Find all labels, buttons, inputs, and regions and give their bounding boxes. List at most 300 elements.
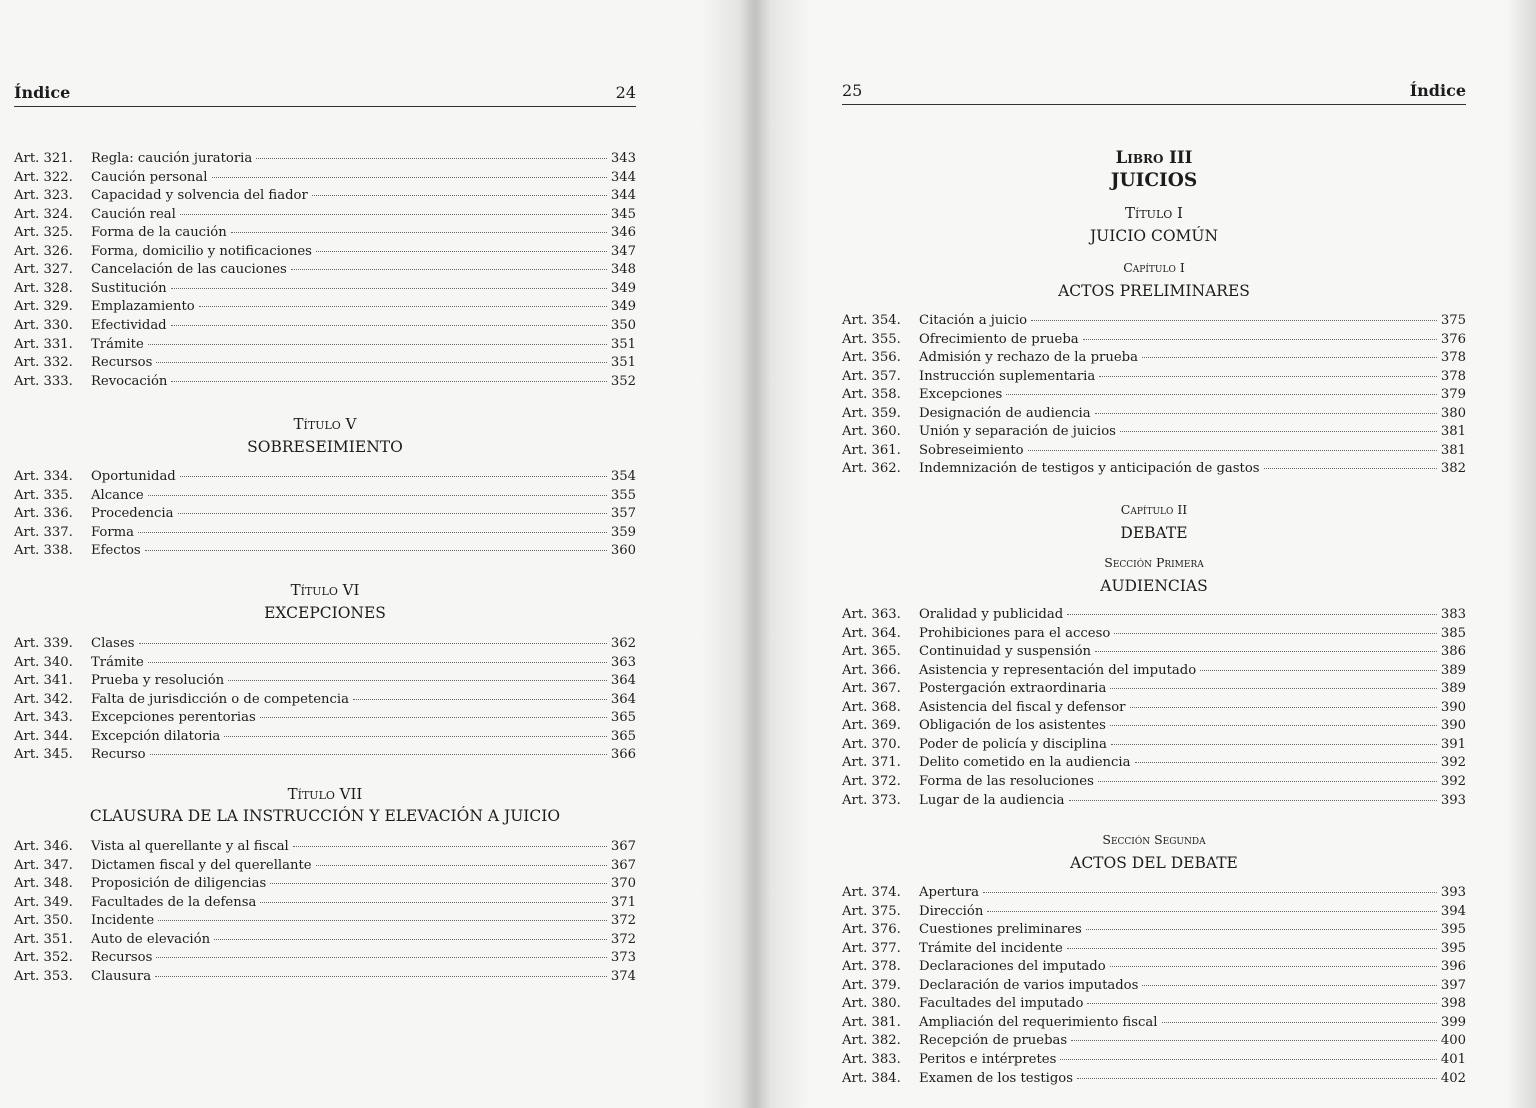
dot-leader [983, 892, 1437, 893]
article-title: Examen de los testigos [919, 1070, 1074, 1086]
article-number: Art. 375. [842, 903, 901, 919]
index-entry [842, 736, 1466, 754]
index-entry [14, 635, 636, 653]
titulo-vi-name: EXCEPCIONES [264, 604, 386, 622]
index-entry [14, 857, 636, 875]
article-title: Emplazamiento [91, 299, 195, 315]
article-title: Regla: caución juratoria [91, 151, 253, 166]
article-title: Trámite [91, 336, 144, 352]
article-title: Poder de policía y disciplina [919, 736, 1107, 752]
index-entry [14, 691, 636, 709]
dot-leader [1083, 339, 1437, 340]
page-reference: 362 [610, 636, 636, 651]
dot-leader [1077, 1078, 1437, 1079]
index-entry [842, 1070, 1466, 1088]
index-entry [14, 968, 636, 986]
article-title: Declaración de varios imputados [919, 977, 1139, 993]
index-entry [14, 912, 636, 930]
article-number: Art. 323. [14, 188, 73, 204]
index-entry [842, 405, 1466, 423]
dot-leader [178, 513, 607, 514]
article-number: Art. 321. [14, 151, 73, 166]
page-reference: 347 [610, 243, 636, 259]
page-reference: 343 [610, 151, 636, 166]
article-title: Revocación [91, 373, 168, 389]
article-number: Art. 331. [14, 336, 73, 352]
article-title: Forma de la caución [91, 225, 227, 241]
page-reference: 345 [610, 206, 636, 222]
article-number: Art. 373. [842, 792, 901, 808]
index-entry [14, 187, 636, 205]
article-number: Art. 356. [842, 350, 901, 366]
article-title: Ampliación del requerimiento fiscal [919, 1014, 1158, 1030]
dot-leader [1135, 762, 1437, 763]
article-number: Art. 361. [842, 442, 901, 458]
dot-leader [1200, 670, 1437, 671]
article-title: Oportunidad [91, 469, 176, 484]
index-entry [842, 349, 1466, 367]
article-number: Art. 335. [14, 487, 73, 503]
page-reference: 395 [1440, 940, 1466, 956]
page-reference: 398 [1440, 996, 1466, 1012]
article-number: Art. 350. [14, 913, 73, 929]
index-entry [14, 542, 636, 560]
dot-leader [1162, 1022, 1437, 1023]
article-number: Art. 366. [842, 662, 901, 678]
titulo-i-name: JUICIO COMÚN [1089, 227, 1219, 245]
article-number: Art. 364. [842, 625, 901, 641]
page-reference: 378 [1440, 368, 1466, 384]
article-number: Art. 329. [14, 299, 73, 315]
article-title: Trámite [91, 654, 144, 670]
page-reference: 350 [610, 317, 636, 333]
article-title: Forma de las resoluciones [919, 773, 1094, 789]
article-title: Dictamen fiscal y del querellante [91, 857, 312, 873]
article-title: Indemnización de testigos y anticipación de gastos [919, 461, 1260, 477]
page-reference: 396 [1440, 959, 1466, 975]
index-entry [14, 280, 636, 298]
page-reference: 391 [1440, 736, 1466, 752]
article-number: Art. 324. [14, 206, 73, 222]
dot-leader [1142, 357, 1437, 358]
dot-leader [199, 306, 607, 307]
article-number: Art. 330. [14, 317, 73, 333]
dot-leader [270, 883, 607, 884]
index-entry [842, 995, 1466, 1013]
page-reference: 346 [610, 225, 636, 241]
dot-leader [293, 846, 607, 847]
dot-leader [156, 362, 606, 363]
article-title: Asistencia y representación del imputado [919, 662, 1197, 678]
dot-leader [1110, 966, 1437, 967]
dot-leader [150, 754, 607, 755]
dot-leader [260, 902, 606, 903]
article-title: Cuestiones preliminares [919, 922, 1082, 938]
article-title: Declaraciones del imputado [919, 959, 1106, 975]
article-title: Auto de elevación [91, 931, 211, 947]
page-reference: 344 [610, 169, 636, 185]
dot-leader [1028, 450, 1437, 451]
titulo-i-label: Título I [1125, 204, 1183, 222]
article-number: Art. 381. [842, 1014, 901, 1030]
article-number: Art. 358. [842, 387, 901, 403]
index-entry [842, 386, 1466, 404]
article-title: Ofrecimiento de prueba [919, 331, 1079, 347]
article-title: Procedencia [91, 506, 174, 522]
index-entry [14, 505, 636, 523]
article-number: Art. 347. [14, 857, 73, 873]
article-title: Facultades del imputado [919, 996, 1084, 1012]
article-number: Art. 326. [14, 243, 73, 259]
article-title: Caución personal [91, 169, 208, 185]
article-title: Clases [91, 636, 135, 651]
page-reference: 374 [610, 968, 636, 984]
page-reference: 381 [1440, 442, 1466, 458]
article-title: Efectividad [91, 317, 167, 333]
article-title: Prueba y resolución [91, 673, 225, 689]
dot-leader [1130, 707, 1437, 708]
index-entry [842, 699, 1466, 717]
article-number: Art. 382. [842, 1033, 901, 1049]
book-gutter-shadow [700, 0, 810, 1108]
seccion-primera-label: Sección Primera [1104, 555, 1204, 570]
index-entry [842, 368, 1466, 386]
capitulo-i-name: ACTOS PRELIMINARES [1058, 282, 1250, 300]
article-number: Art. 343. [14, 710, 73, 726]
article-title: Facultades de la defensa [91, 894, 257, 910]
index-entry [842, 1032, 1466, 1050]
titulo-v-label: Título V [293, 415, 357, 433]
article-number: Art. 332. [14, 355, 73, 371]
page-reference: 386 [1440, 644, 1466, 660]
dot-leader [1120, 431, 1437, 432]
page-reference: 372 [610, 913, 636, 929]
article-title: Proposición de diligencias [91, 876, 267, 892]
dot-leader [180, 476, 607, 477]
capitulo-ii-label: Capítulo II [1120, 502, 1188, 517]
dot-leader [1060, 1059, 1436, 1060]
index-entry [14, 728, 636, 746]
article-title: Excepciones [919, 387, 1003, 403]
page-reference: 400 [1440, 1033, 1466, 1049]
page-reference: 360 [610, 543, 636, 559]
dot-leader [224, 736, 607, 737]
index-entry [842, 940, 1466, 958]
page-reference: 392 [1440, 773, 1466, 789]
article-title: Lugar de la audiencia [919, 792, 1065, 808]
dot-leader [1067, 614, 1437, 615]
dot-leader [316, 865, 607, 866]
article-number: Art. 336. [14, 506, 73, 522]
index-entry [14, 931, 636, 949]
index-entry [842, 312, 1466, 330]
dot-leader [1006, 394, 1437, 395]
article-title: Recurso [91, 747, 146, 763]
article-title: Excepciones perentorias [91, 710, 256, 726]
right-header-title: Índice [1409, 81, 1466, 100]
libro-name: JUICIOS [1110, 170, 1198, 191]
article-number: Art. 362. [842, 461, 901, 477]
capitulo-i-label: Capítulo I [1123, 260, 1185, 275]
index-entry [842, 1051, 1466, 1069]
dot-leader [138, 532, 607, 533]
left-running-head [14, 82, 636, 107]
article-number: Art. 341. [14, 673, 73, 689]
page-reference: 390 [1440, 718, 1466, 734]
dot-leader [256, 158, 607, 159]
dot-leader [231, 232, 607, 233]
index-entry [842, 773, 1466, 791]
page-reference: 363 [610, 654, 636, 670]
article-title: Clausura [91, 968, 152, 984]
index-entry [14, 487, 636, 505]
article-number: Art. 345. [14, 747, 73, 763]
article-number: Art. 328. [14, 280, 73, 296]
article-title: Excepción dilatoria [91, 728, 221, 744]
page-reference: 401 [1440, 1051, 1466, 1067]
article-title: Alcance [91, 487, 144, 503]
article-title: Asistencia del fiscal y defensor [919, 699, 1126, 715]
article-number: Art. 340. [14, 654, 73, 670]
index-entry [842, 977, 1466, 995]
article-title: Postergación extraordinaria [919, 681, 1107, 697]
index-entry [14, 317, 636, 335]
index-entry [842, 1014, 1466, 1032]
right-running-head [842, 80, 1466, 105]
page-reference: 348 [610, 262, 636, 278]
article-number: Art. 370. [842, 736, 901, 752]
dot-leader [148, 344, 607, 345]
article-number: Art. 368. [842, 699, 901, 715]
article-number: Art. 369. [842, 718, 901, 734]
index-entry [842, 643, 1466, 661]
index-entry [14, 206, 636, 224]
index-entry [14, 354, 636, 372]
page-reference: 392 [1440, 755, 1466, 771]
dot-leader [353, 699, 607, 700]
article-number: Art. 359. [842, 405, 901, 421]
index-entry [842, 331, 1466, 349]
article-number: Art. 348. [14, 876, 73, 892]
page-reference: 373 [610, 950, 636, 966]
index-entry [14, 746, 636, 764]
page-reference: 364 [610, 691, 636, 707]
dot-leader [987, 911, 1437, 912]
article-number: Art. 342. [14, 691, 73, 707]
seccion-segunda-label: Sección Segunda [1102, 832, 1206, 847]
dot-leader [1031, 320, 1437, 321]
dot-leader [228, 680, 607, 681]
page-reference: 344 [610, 188, 636, 204]
article-number: Art. 349. [14, 894, 73, 910]
article-title: Dirección [919, 903, 984, 919]
capitulo-ii-name: DEBATE [1120, 524, 1188, 542]
article-title: Sustitución [91, 280, 167, 296]
dot-leader [155, 976, 607, 977]
page-reference: 370 [610, 876, 636, 892]
article-number: Art. 351. [14, 931, 73, 947]
page-reference: 390 [1440, 699, 1466, 715]
article-number: Art. 325. [14, 225, 73, 241]
index-entry [14, 336, 636, 354]
titulo-vii-label: Título VII [287, 785, 363, 803]
left-page [0, 0, 760, 1108]
right-page-number: 25 [842, 81, 863, 100]
index-entry [14, 224, 636, 242]
index-entry [842, 442, 1466, 460]
article-title: Apertura [919, 885, 980, 900]
dot-leader [1086, 929, 1437, 930]
index-entry [14, 373, 636, 391]
page-reference: 372 [610, 931, 636, 947]
right-page [760, 0, 1536, 1108]
index-entry [842, 460, 1466, 478]
article-title: Instrucción suplementaria [919, 368, 1096, 384]
dot-leader [312, 195, 607, 196]
dot-leader [145, 550, 607, 551]
index-entry [14, 949, 636, 967]
index-entry [842, 680, 1466, 698]
article-number: Art. 380. [842, 996, 901, 1012]
dot-leader [148, 662, 607, 663]
libro-label: Libro III [1115, 148, 1193, 167]
article-number: Art. 383. [842, 1051, 901, 1067]
dot-leader [1111, 744, 1437, 745]
article-title: Forma [91, 524, 135, 540]
article-number: Art. 378. [842, 959, 901, 975]
page-reference: 371 [610, 894, 636, 910]
dot-leader [1110, 725, 1437, 726]
page-reference: 364 [610, 673, 636, 689]
article-number: Art. 360. [842, 424, 901, 440]
page-reference: 380 [1440, 405, 1466, 421]
article-title: Recepción de pruebas [919, 1033, 1068, 1049]
article-title: Continuidad y suspensión [919, 644, 1092, 660]
dot-leader [1071, 1040, 1437, 1041]
index-entry [14, 261, 636, 279]
page-reference: 366 [610, 747, 636, 763]
page-reference: 379 [1440, 387, 1466, 403]
article-title: Trámite del incidente [919, 940, 1063, 956]
dot-leader [139, 643, 607, 644]
dot-leader [171, 325, 607, 326]
index-entry [14, 672, 636, 690]
dot-leader [1142, 985, 1436, 986]
titulo-vii-name: CLAUSURA DE LA INSTRUCCIÓN Y ELEVACIÓN A JUICIO [89, 807, 561, 825]
seccion-primera-name: AUDIENCIAS [1100, 577, 1208, 595]
right-edge-shadow [1506, 0, 1536, 1108]
page-reference: 393 [1440, 792, 1466, 808]
page-reference: 355 [610, 487, 636, 503]
article-number: Art. 374. [842, 885, 901, 900]
dot-leader [1098, 781, 1437, 782]
article-number: Art. 379. [842, 977, 901, 993]
index-entry [842, 958, 1466, 976]
article-number: Art. 367. [842, 681, 901, 697]
index-entry [842, 903, 1466, 921]
dot-leader [1087, 1003, 1436, 1004]
article-title: Recursos [91, 355, 153, 371]
index-entry [14, 150, 636, 168]
article-title: Peritos e intérpretes [919, 1051, 1057, 1067]
article-number: Art. 333. [14, 373, 73, 389]
article-number: Art. 376. [842, 922, 901, 938]
article-title: Admisión y rechazo de la prueba [919, 350, 1138, 366]
article-title: Forma, domicilio y notificaciones [91, 243, 312, 259]
article-number: Art. 353. [14, 968, 73, 984]
dot-leader [156, 957, 606, 958]
article-title: Falta de jurisdicción o de competencia [91, 691, 349, 707]
dot-leader [1099, 376, 1437, 377]
article-number: Art. 355. [842, 331, 901, 347]
article-number: Art. 344. [14, 728, 73, 744]
article-number: Art. 338. [14, 543, 73, 559]
dot-leader [180, 214, 607, 215]
article-title: Cancelación de las cauciones [91, 262, 287, 278]
article-number: Art. 346. [14, 839, 73, 854]
article-title: Unión y separación de juicios [919, 424, 1116, 440]
article-title: Capacidad y solvencia del fiador [91, 188, 308, 204]
page-reference: 351 [610, 355, 636, 371]
page-reference: 395 [1440, 922, 1466, 938]
page-reference: 375 [1440, 313, 1466, 328]
index-entry [14, 524, 636, 542]
dot-leader [214, 939, 607, 940]
page-reference: 365 [610, 728, 636, 744]
left-header-title: Índice [14, 83, 71, 102]
page-reference: 399 [1440, 1014, 1466, 1030]
page-reference: 349 [610, 280, 636, 296]
index-entry [14, 298, 636, 316]
page-reference: 383 [1440, 607, 1466, 622]
dot-leader [212, 177, 607, 178]
dot-leader [1095, 651, 1437, 652]
article-title: Caución real [91, 206, 176, 222]
page-reference: 382 [1440, 461, 1466, 477]
article-title: Delito cometido en la audiencia [919, 755, 1131, 771]
article-number: Art. 327. [14, 262, 73, 278]
index-entry [14, 838, 636, 856]
dot-leader [1069, 800, 1437, 801]
dot-leader [1110, 688, 1436, 689]
dot-leader [1264, 468, 1437, 469]
article-number: Art. 365. [842, 644, 901, 660]
article-number: Art. 337. [14, 524, 73, 540]
index-entry [14, 169, 636, 187]
article-number: Art. 372. [842, 773, 901, 789]
index-entry [842, 423, 1466, 441]
dot-leader [158, 920, 607, 921]
titulo-v-name: SOBRESEIMIENTO [247, 438, 403, 456]
article-title: Recursos [91, 950, 153, 966]
dot-leader [260, 717, 607, 718]
dot-leader [1114, 633, 1437, 634]
page-reference: 367 [610, 857, 636, 873]
article-number: Art. 363. [842, 607, 901, 622]
article-number: Art. 357. [842, 368, 901, 384]
article-number: Art. 322. [14, 169, 73, 185]
index-entry [842, 625, 1466, 643]
dot-leader [1095, 413, 1437, 414]
article-title: Citación a juicio [919, 313, 1028, 328]
article-number: Art. 339. [14, 636, 73, 651]
article-title: Efectos [91, 543, 141, 559]
page-reference: 352 [610, 373, 636, 389]
article-number: Art. 352. [14, 950, 73, 966]
titulo-vi-label: Título VI [290, 581, 360, 599]
seccion-segunda-name: ACTOS DEL DEBATE [1070, 854, 1238, 872]
index-entry [842, 717, 1466, 735]
